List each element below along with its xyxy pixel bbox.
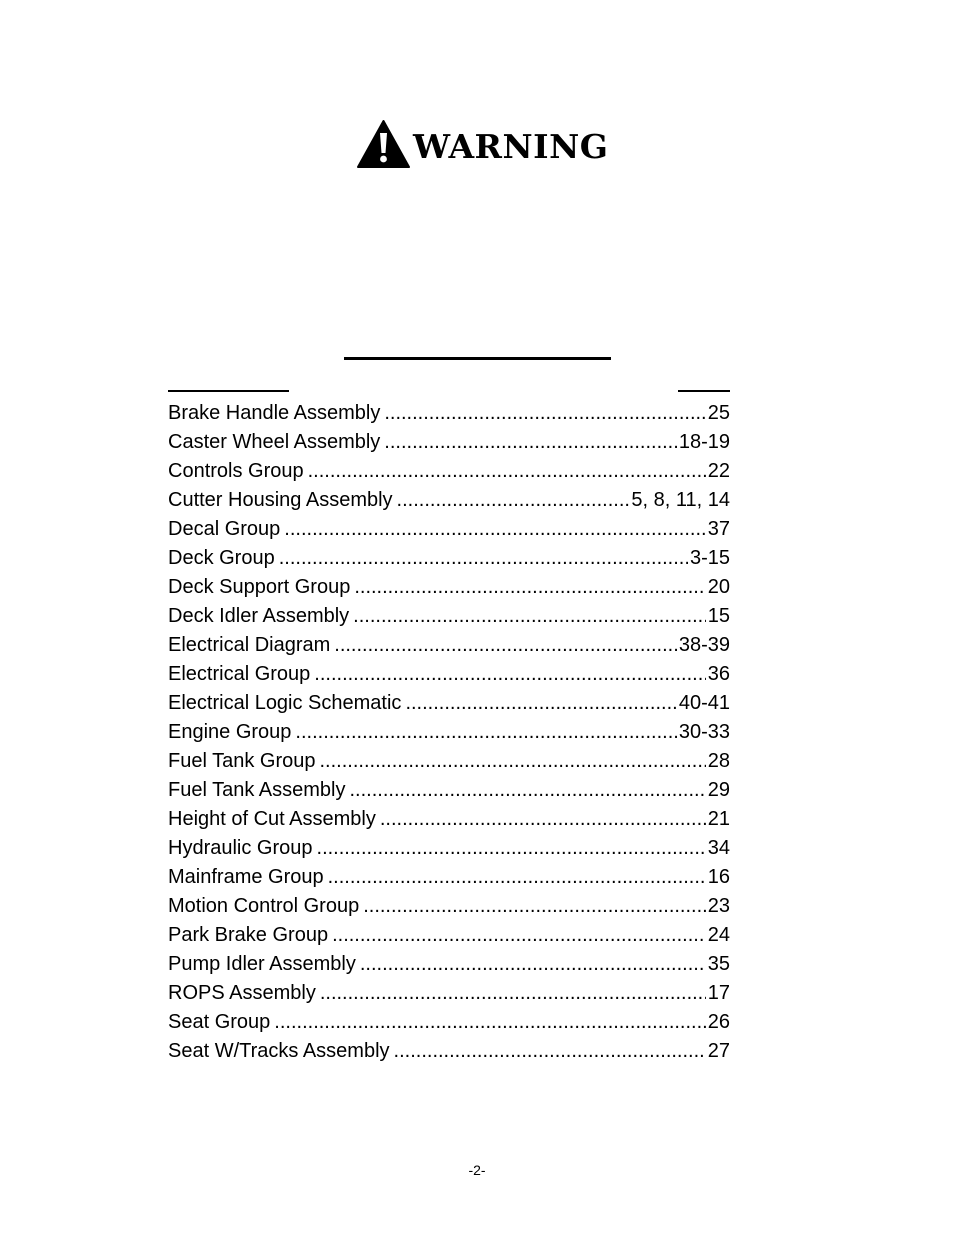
toc-entry-title: Pump Idler Assembly — [168, 953, 356, 975]
toc-entry-page: 30-33 — [678, 721, 730, 743]
toc-entry-title: Cutter Housing Assembly — [168, 489, 393, 511]
toc-dot-leader — [360, 953, 706, 976]
toc-entry-page: 18-19 — [678, 431, 730, 453]
toc-entry-title: Height of Cut Assembly — [168, 808, 376, 830]
toc-entry — [168, 924, 730, 953]
toc-entry — [168, 518, 730, 547]
toc-entry-page: 29 — [707, 779, 730, 801]
toc-dot-leader — [317, 837, 706, 860]
toc-dot-leader — [279, 547, 688, 570]
toc-entry — [168, 1011, 730, 1040]
toc-entry-page: 34 — [707, 837, 730, 859]
toc-entry-title: Caster Wheel Assembly — [168, 431, 381, 453]
toc-entry — [168, 402, 730, 431]
toc-entry — [168, 1040, 730, 1069]
toc-entry-page: 16 — [707, 866, 730, 888]
toc-entry-page: 23 — [707, 895, 730, 917]
toc-dot-leader — [328, 866, 706, 889]
exclamation-triangle-icon — [356, 119, 411, 169]
toc-dot-leader — [350, 779, 706, 802]
toc-entry-title: Fuel Tank Group — [168, 750, 316, 772]
toc-entry-page: 15 — [707, 605, 730, 627]
toc-entry-title: Hydraulic Group — [168, 837, 313, 859]
page-number: -2- — [468, 1162, 486, 1178]
toc-entry-page: 40-41 — [678, 692, 730, 714]
toc-dot-leader — [380, 808, 706, 831]
toc-dot-leader — [334, 634, 677, 657]
toc-dot-leader — [274, 1011, 705, 1034]
toc-dot-leader — [405, 692, 676, 715]
toc-entry-page: 37 — [707, 518, 730, 540]
toc-entry-page: 35 — [707, 953, 730, 975]
toc-entry-title: ROPS Assembly — [168, 982, 316, 1004]
toc-dot-leader — [394, 1040, 706, 1063]
toc-entry — [168, 750, 730, 779]
section-column-underline — [168, 390, 289, 392]
toc-entry — [168, 982, 730, 1011]
toc-entry-page: 38-39 — [678, 634, 730, 656]
toc-entry-page: 5, 8, 11, 14 — [631, 489, 730, 511]
toc-dot-leader — [320, 982, 706, 1005]
warning-banner — [356, 118, 608, 170]
toc-entry-page: 20 — [707, 576, 730, 598]
toc-entry-page: 36 — [707, 663, 730, 685]
toc-dot-leader — [384, 402, 705, 425]
toc-entry-title: Seat W/Tracks Assembly — [168, 1040, 390, 1062]
toc-dot-leader — [397, 489, 630, 512]
toc-entry — [168, 721, 730, 750]
toc-entry — [168, 808, 730, 837]
toc-dot-leader — [353, 605, 706, 628]
warning-label: WARNING — [413, 126, 609, 166]
toc-dot-leader — [363, 895, 706, 918]
toc-entry — [168, 489, 730, 518]
toc-entry — [168, 460, 730, 489]
toc-dot-leader — [308, 460, 706, 483]
toc-entry-page: 24 — [707, 924, 730, 946]
toc-entry — [168, 779, 730, 808]
toc-entry-page: 28 — [707, 750, 730, 772]
toc-dot-leader — [314, 663, 705, 686]
toc-entry-title: Decal Group — [168, 518, 281, 540]
toc-entry-page: 25 — [707, 402, 730, 424]
toc-entry — [168, 692, 730, 721]
table-of-contents — [168, 402, 730, 1069]
toc-entry — [168, 953, 730, 982]
toc-entry — [168, 837, 730, 866]
toc-entry-title: Electrical Group — [168, 663, 311, 685]
toc-entry — [168, 605, 730, 634]
title-underline — [344, 357, 611, 360]
toc-entry-title: Engine Group — [168, 721, 292, 743]
toc-entry-page: 3-15 — [689, 547, 730, 569]
toc-entry-title: Park Brake Group — [168, 924, 329, 946]
toc-entry — [168, 866, 730, 895]
toc-entry — [168, 547, 730, 576]
toc-entry-title: Brake Handle Assembly — [168, 402, 381, 424]
toc-entry — [168, 634, 730, 663]
toc-entry-title: Deck Group — [168, 547, 275, 569]
toc-entry-title: Deck Support Group — [168, 576, 351, 598]
page-column-underline — [678, 390, 730, 392]
toc-dot-leader — [284, 518, 705, 541]
toc-entry-title: Controls Group — [168, 460, 304, 482]
toc-dot-leader — [384, 431, 677, 454]
toc-entry-title: Seat Group — [168, 1011, 271, 1033]
toc-entry — [168, 663, 730, 692]
toc-entry-title: Deck Idler Assembly — [168, 605, 350, 627]
toc-entry-title: Fuel Tank Assembly — [168, 779, 346, 801]
toc-entry-page: 21 — [707, 808, 730, 830]
toc-entry-page: 17 — [707, 982, 730, 1004]
toc-entry — [168, 431, 730, 460]
toc-entry-page: 22 — [707, 460, 730, 482]
toc-dot-leader — [332, 924, 706, 947]
toc-entry-title: Motion Control Group — [168, 895, 360, 917]
toc-entry-title: Electrical Diagram — [168, 634, 331, 656]
toc-entry-page: 27 — [707, 1040, 730, 1062]
toc-dot-leader — [295, 721, 676, 744]
toc-dot-leader — [320, 750, 706, 773]
toc-dot-leader — [354, 576, 705, 599]
toc-entry — [168, 895, 730, 924]
toc-entry-title: Mainframe Group — [168, 866, 324, 888]
toc-entry — [168, 576, 730, 605]
toc-entry-page: 26 — [707, 1011, 730, 1033]
toc-entry-title: Electrical Logic Schematic — [168, 692, 402, 714]
